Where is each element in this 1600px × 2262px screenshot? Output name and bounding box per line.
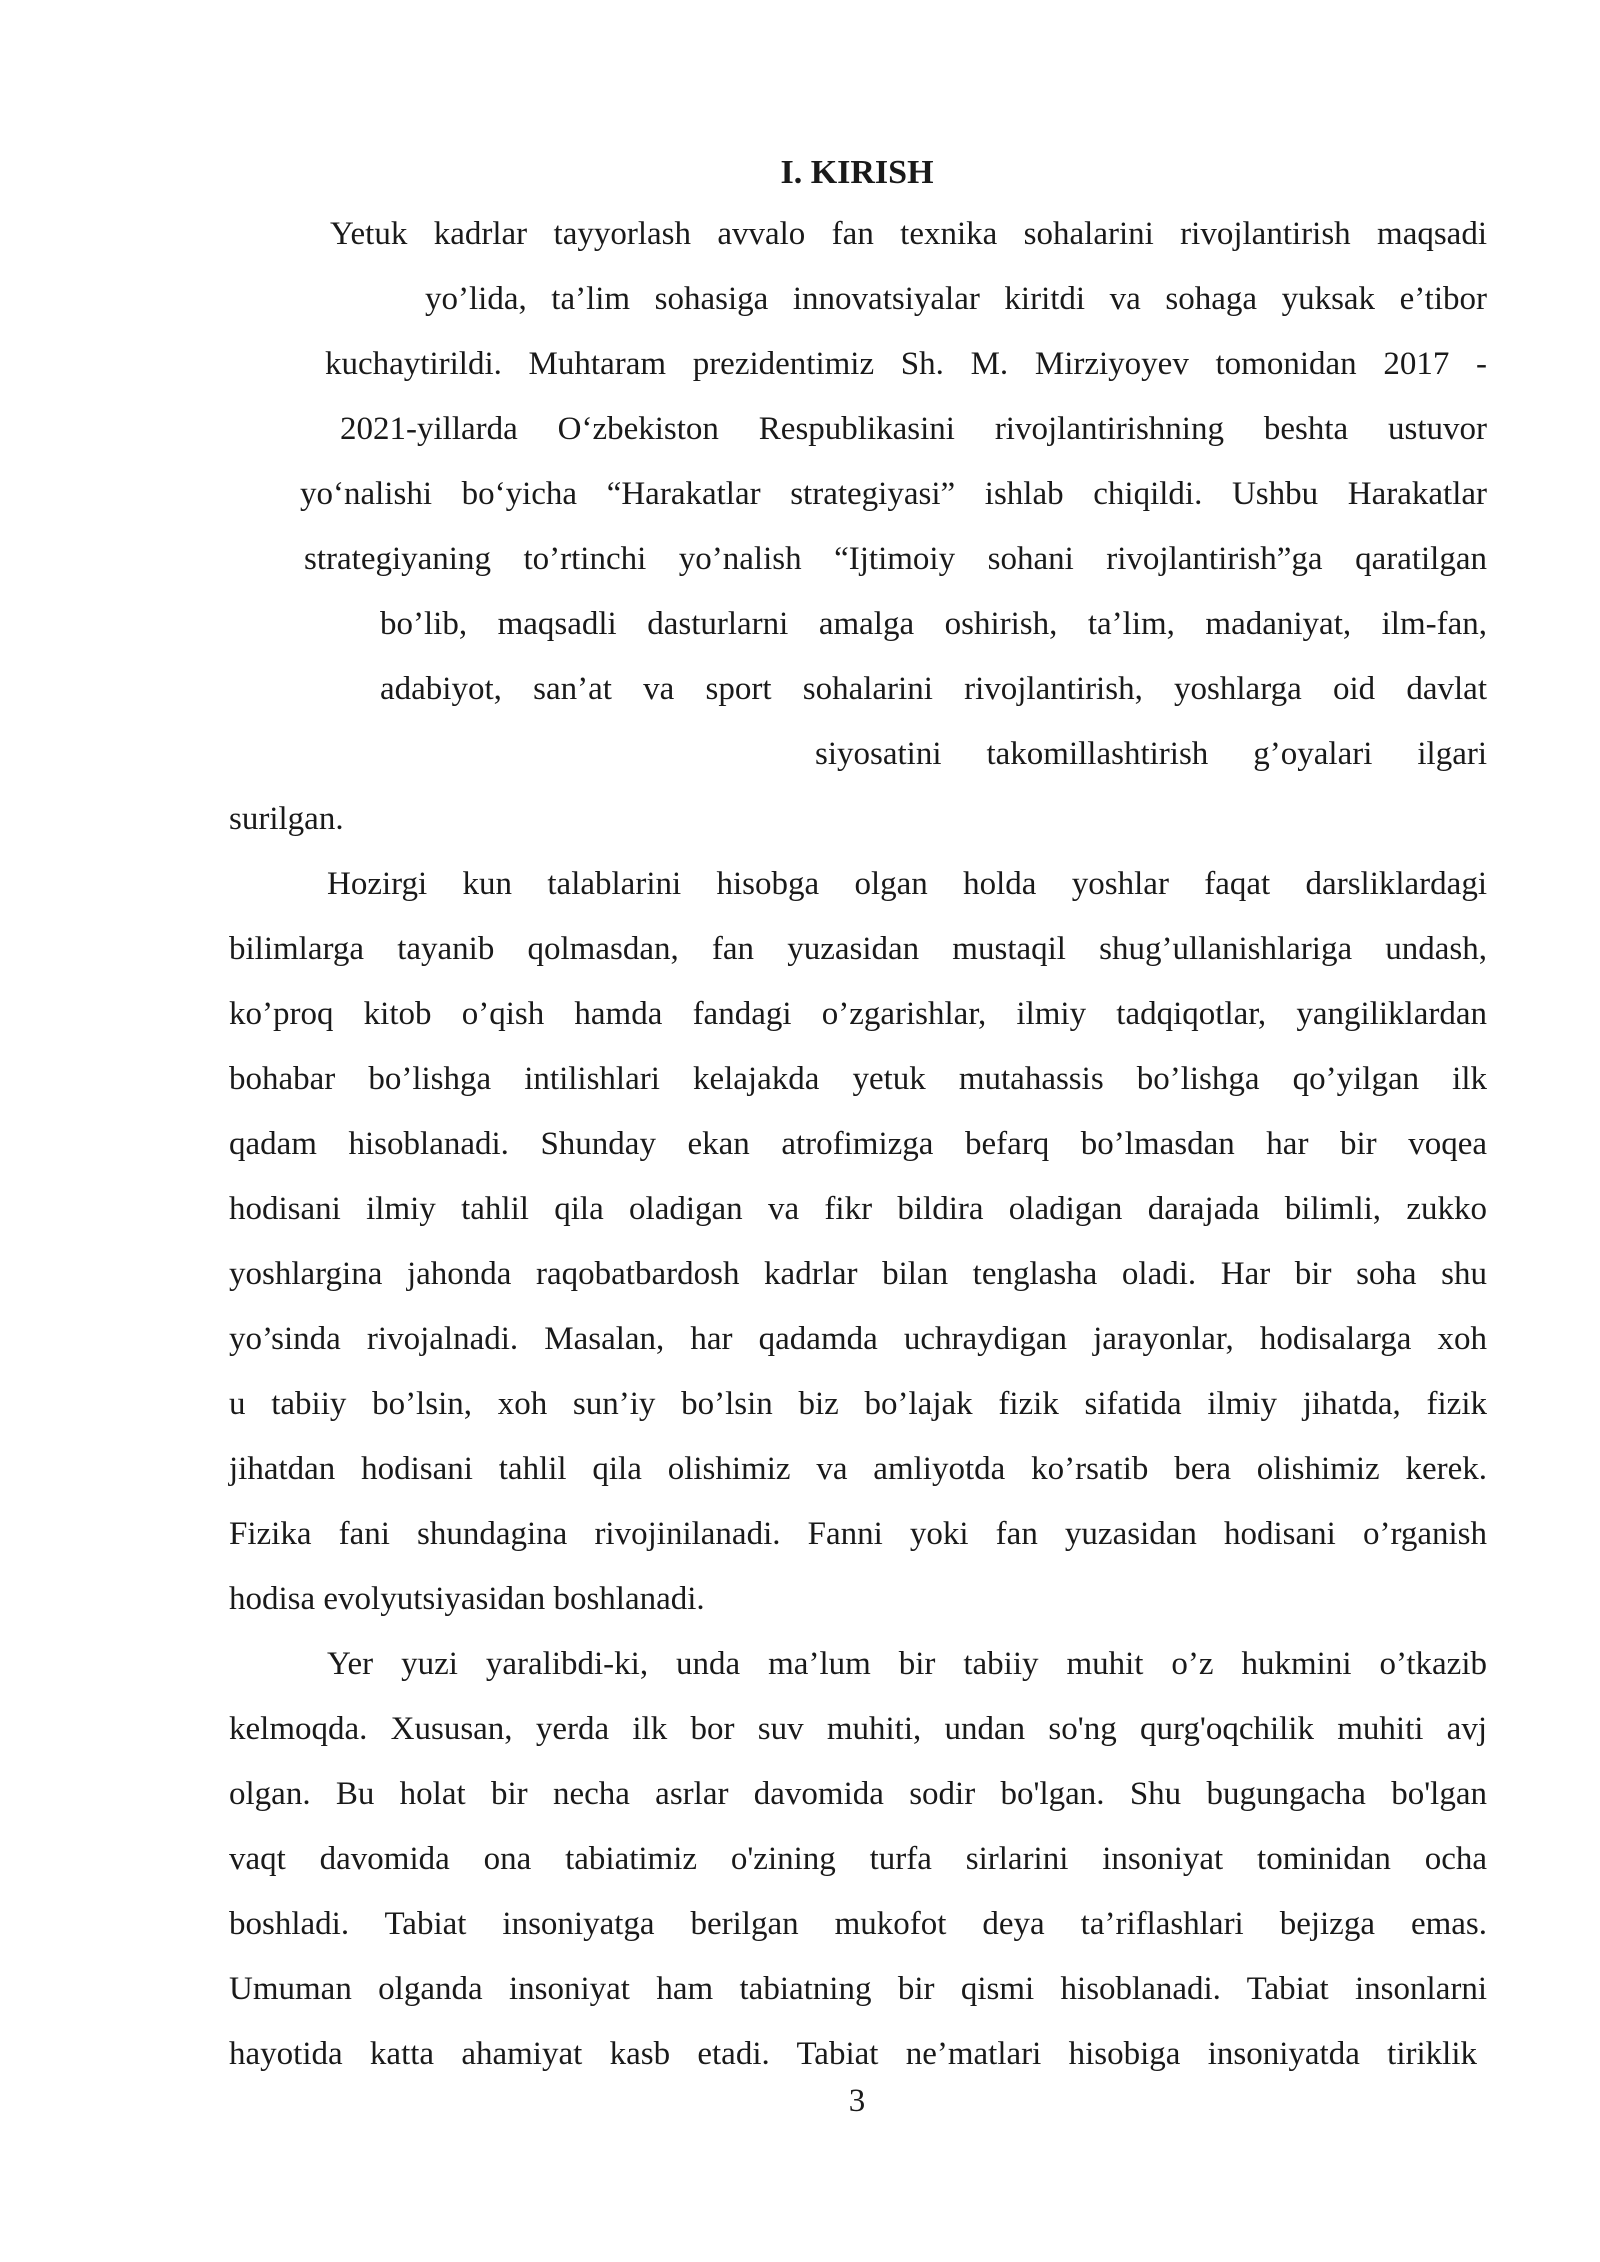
intro-line: kuchaytirildi. Muhtaram prezidentimiz Sh. M. Mirziyoyev tomonidan 2017 - <box>325 346 1487 382</box>
paragraph-line: Yer yuzi yaralibdi-ki, unda ma’lum bir tabiiy muhit o’z hukmini o’tkazib <box>327 1646 1487 1682</box>
paragraph-line: Fizika fani shundagina rivojinilanadi. Fanni yoki fan yuzasidan hodisani o’rganish <box>229 1516 1487 1552</box>
paragraph-line: Umuman olganda insoniyat ham tabiatning bir qismi hisoblanadi. Tabiat insonlarni <box>229 1971 1487 2007</box>
paragraph-line: Hozirgi kun talablarini hisobga olgan holda yoshlar faqat darsliklardagi <box>327 866 1487 902</box>
section-heading: I. KIRISH <box>780 154 934 191</box>
intro-line: siyosatini takomillashtirish g’oyalari ilgari <box>815 736 1487 772</box>
intro-line: bo’lib, maqsadli dasturlarni amalga oshirish, ta’lim, madaniyat, ilm-fan, <box>380 606 1487 642</box>
paragraph-line: yoshlargina jahonda raqobatbardosh kadrlar bilan tenglasha oladi. Har bir soha shu <box>229 1256 1487 1292</box>
paragraph-line: u tabiiy bo’lsin, xoh sun’iy bo’lsin biz bo’lajak fizik sifatida ilmiy jihatda, fizik <box>229 1386 1487 1422</box>
intro-line: adabiyot, san’at va sport sohalarini rivojlantirish, yoshlarga oid davlat <box>380 671 1487 707</box>
intro-line: yo’lida, ta’lim sohasiga innovatsiyalar kiritdi va sohaga yuksak e’tibor <box>425 281 1487 317</box>
intro-line: strategiyaning to’rtinchi yo’nalish “Ijtimoiy sohani rivojlantirish”ga qaratilgan <box>304 541 1487 577</box>
paragraph-line: hodisa evolyutsiyasidan boshlanadi. <box>229 1581 705 1617</box>
paragraph-line: kelmoqda. Xususan, yerda ilk bor suv muhiti, undan so'ng qurg'oqchilik muhiti avj <box>229 1711 1487 1747</box>
intro-line: 2021-yillarda O‘zbekiston Respublikasini rivojlantirishning beshta ustuvor <box>340 411 1487 447</box>
paragraph-line: boshladi. Tabiat insoniyatga berilgan mukofot deya ta’riflashlari bejizga emas. <box>229 1906 1487 1942</box>
paragraph-line: bilimlarga tayanib qolmasdan, fan yuzasidan mustaqil shug’ullanishlariga undash, <box>229 931 1487 967</box>
page-number: 3 <box>848 2083 866 2119</box>
paragraph-line: ko’proq kitob o’qish hamda fandagi o’zgarishlar, ilmiy tadqiqotlar, yangiliklardan <box>229 996 1487 1032</box>
intro-line: yo‘nalishi bo‘yicha “Harakatlar strategiyasi” ishlab chiqildi. Ushbu Harakatlar <box>300 476 1487 512</box>
paragraph-line: olgan. Bu holat bir necha asrlar davomida sodir bo'lgan. Shu bugungacha bo'lgan <box>229 1776 1487 1812</box>
paragraph-line: jihatdan hodisani tahlil qila olishimiz va amliyotda ko’rsatib bera olishimiz kerek. <box>229 1451 1487 1487</box>
paragraph-line: yo’sinda rivojalnadi. Masalan, har qadamda uchraydigan jarayonlar, hodisalarga xoh <box>229 1321 1487 1357</box>
paragraph-line: hodisani ilmiy tahlil qila oladigan va fikr bildira oladigan darajada bilimli, zukko <box>229 1191 1487 1227</box>
paragraph-line: vaqt davomida ona tabiatimiz o'zining turfa sirlarini insoniyat tominidan ocha <box>229 1841 1487 1877</box>
intro-line: surilgan. <box>229 801 344 837</box>
paragraph-line: bohabar bo’lishga intilishlari kelajakda yetuk mutahassis bo’lishga qo’yilgan ilk <box>229 1061 1487 1097</box>
intro-line: Yetuk kadrlar tayyorlash avvalo fan texnika sohalarini rivojlantirish maqsadi <box>330 216 1487 252</box>
paragraph-line: qadam hisoblanadi. Shunday ekan atrofimizga befarq bo’lmasdan har bir voqea <box>229 1126 1487 1162</box>
paragraph-line: hayotida katta ahamiyat kasb etadi. Tabiat ne’matlari hisobiga insoniyatda tiriklik <box>229 2036 1477 2072</box>
